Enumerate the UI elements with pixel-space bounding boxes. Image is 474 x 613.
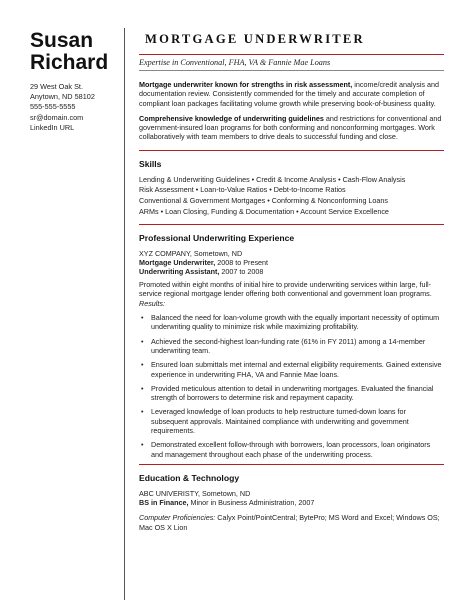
contact-column: [30, 30, 120, 133]
tagline-rule: [139, 70, 444, 71]
job-2: [139, 267, 444, 276]
tagline: Expertise in Conventional, FHA, VA & Fannie Mae Loans: [139, 58, 331, 67]
main-content: [139, 32, 444, 532]
column-divider: [124, 28, 125, 600]
description-text: Promoted within eight months of initial hire to provide underwriting services within large, full-service regional mortgage lender offering both conventional and government loan programs.: [139, 280, 432, 299]
education-heading: Education & Technology: [139, 472, 240, 483]
achievement-item: [139, 313, 444, 332]
achievement-item: [139, 440, 444, 459]
email-address[interactable]: sr@domain.com: [30, 112, 84, 122]
skills-line: Risk Assessment • Loan-to-Value Ratios • Debt-to-Income Ratios: [139, 185, 346, 195]
skills-heading: Skills: [139, 158, 162, 169]
bullet-icon: •: [141, 440, 144, 450]
candidate-last-name: Richard: [30, 51, 109, 74]
phone-number: 555-555-5555: [30, 102, 76, 112]
job-1-title: Mortgage Underwriter,: [139, 258, 216, 268]
summary-2-bold: Comprehensive knowledge of underwriting guidelines: [139, 113, 324, 123]
experience-heading: Professional Underwriting Experience: [139, 233, 295, 244]
summary-paragraph-2: [139, 114, 444, 142]
job-2-dates: 2007 to 2008: [219, 267, 264, 277]
achievement-item: [139, 384, 444, 403]
job-1-dates: 2008 to Present: [215, 258, 269, 268]
computer-proficiencies: [139, 513, 444, 531]
title-rule: [139, 54, 444, 55]
summary-2-text: and restrictions for conventional and government-insured loan programs for both conforming and nonconforming mortgages. Work collaboratively with team members to drive deals to successful funding and close.: [139, 113, 442, 142]
degree-title: BS in Finance,: [139, 498, 189, 508]
bullet-icon: •: [141, 313, 144, 323]
bullet-icon: •: [141, 383, 144, 393]
job-title-heading: MORTGAGE UNDERWRITER: [145, 32, 365, 46]
skills-list: [139, 175, 444, 217]
proficiencies-label: Computer Proficiencies:: [139, 513, 216, 523]
experience-description: [139, 280, 444, 308]
achievement-item: [139, 360, 444, 379]
summary-paragraph-1: [139, 80, 444, 108]
achievement-text: Demonstrated excellent follow-through with borrowers, loan processors, loan originators and management throughout each phase of the underwriting process.: [151, 440, 431, 459]
achievement-item: [139, 337, 444, 356]
proficiencies-text: Calyx Point/PointCentral; BytePro; MS Word and Excel; Windows OS; Mac OS X Lion: [139, 513, 440, 532]
school-name: ABC UNIVERISTY, Sometown, ND: [139, 488, 251, 498]
achievement-text: Ensured loan submittals met internal and external eligibility requirements. Gained extensive experience in underwriting FHA, VA and Fannie Mae loans.: [151, 360, 442, 379]
bullet-icon: •: [141, 360, 144, 370]
degree: [139, 498, 444, 507]
linkedin-url[interactable]: LinkedIn URL: [30, 122, 75, 132]
job-1: [139, 258, 444, 267]
section-rule: [139, 150, 444, 151]
achievement-item: [139, 407, 444, 435]
summary-1-bold: Mortgage underwriter known for strengths in risk assessment,: [139, 80, 353, 89]
bullet-icon: •: [141, 336, 144, 346]
achievement-text: Balanced the need for loan-volume growth with the equally important necessity of optimum underwriting quality to minimize risk while maximizing profitability.: [151, 313, 440, 332]
skills-line: Conventional & Government Mortgages • Conforming & Nonconforming Loans: [139, 195, 389, 205]
achievement-list: [139, 313, 444, 459]
contact-info: [30, 82, 120, 133]
skills-line: Lending & Underwriting Guidelines • Credit & Income Analysis • Cash-Flow Analysis: [139, 174, 406, 184]
achievement-text: Achieved the second-highest loan-funding rate (61% in FY 2011) among a 14-member underwriting team.: [151, 336, 426, 355]
address-line-1: 29 West Oak St.: [30, 82, 83, 91]
achievement-text: Leveraged knowledge of loan products to help restructure turned-down loans for subsequent approvals. Maintained compliance with underwriting and government requirements.: [151, 407, 409, 436]
skills-line: ARMs • Loan Closing, Funding & Documentation • Account Service Excellence: [139, 206, 389, 216]
degree-detail: Minor in Business Administration, 2007: [188, 498, 315, 508]
company-name: XYZ COMPANY, Sometown, ND: [139, 249, 243, 259]
bullet-icon: •: [141, 407, 144, 417]
results-label: Results:: [139, 298, 165, 308]
summary-1-text: income/credit analysis and documentation review. Consistently commended for the timely and accurate completion of compliant loan packages facilitating volume growth while preserving book-of-business quality.: [139, 80, 439, 108]
candidate-first-name: Susan: [30, 29, 94, 52]
section-rule: [139, 224, 444, 225]
address-line-2: Anytown, ND 58102: [30, 92, 95, 102]
section-rule: [139, 464, 444, 465]
job-2-title: Underwriting Assistant,: [139, 267, 220, 277]
achievement-text: Provided meticulous attention to detail in underwriting mortgages. Evaluated the financial strength of borrowers to determine risk and repayment capacity.: [151, 383, 434, 403]
